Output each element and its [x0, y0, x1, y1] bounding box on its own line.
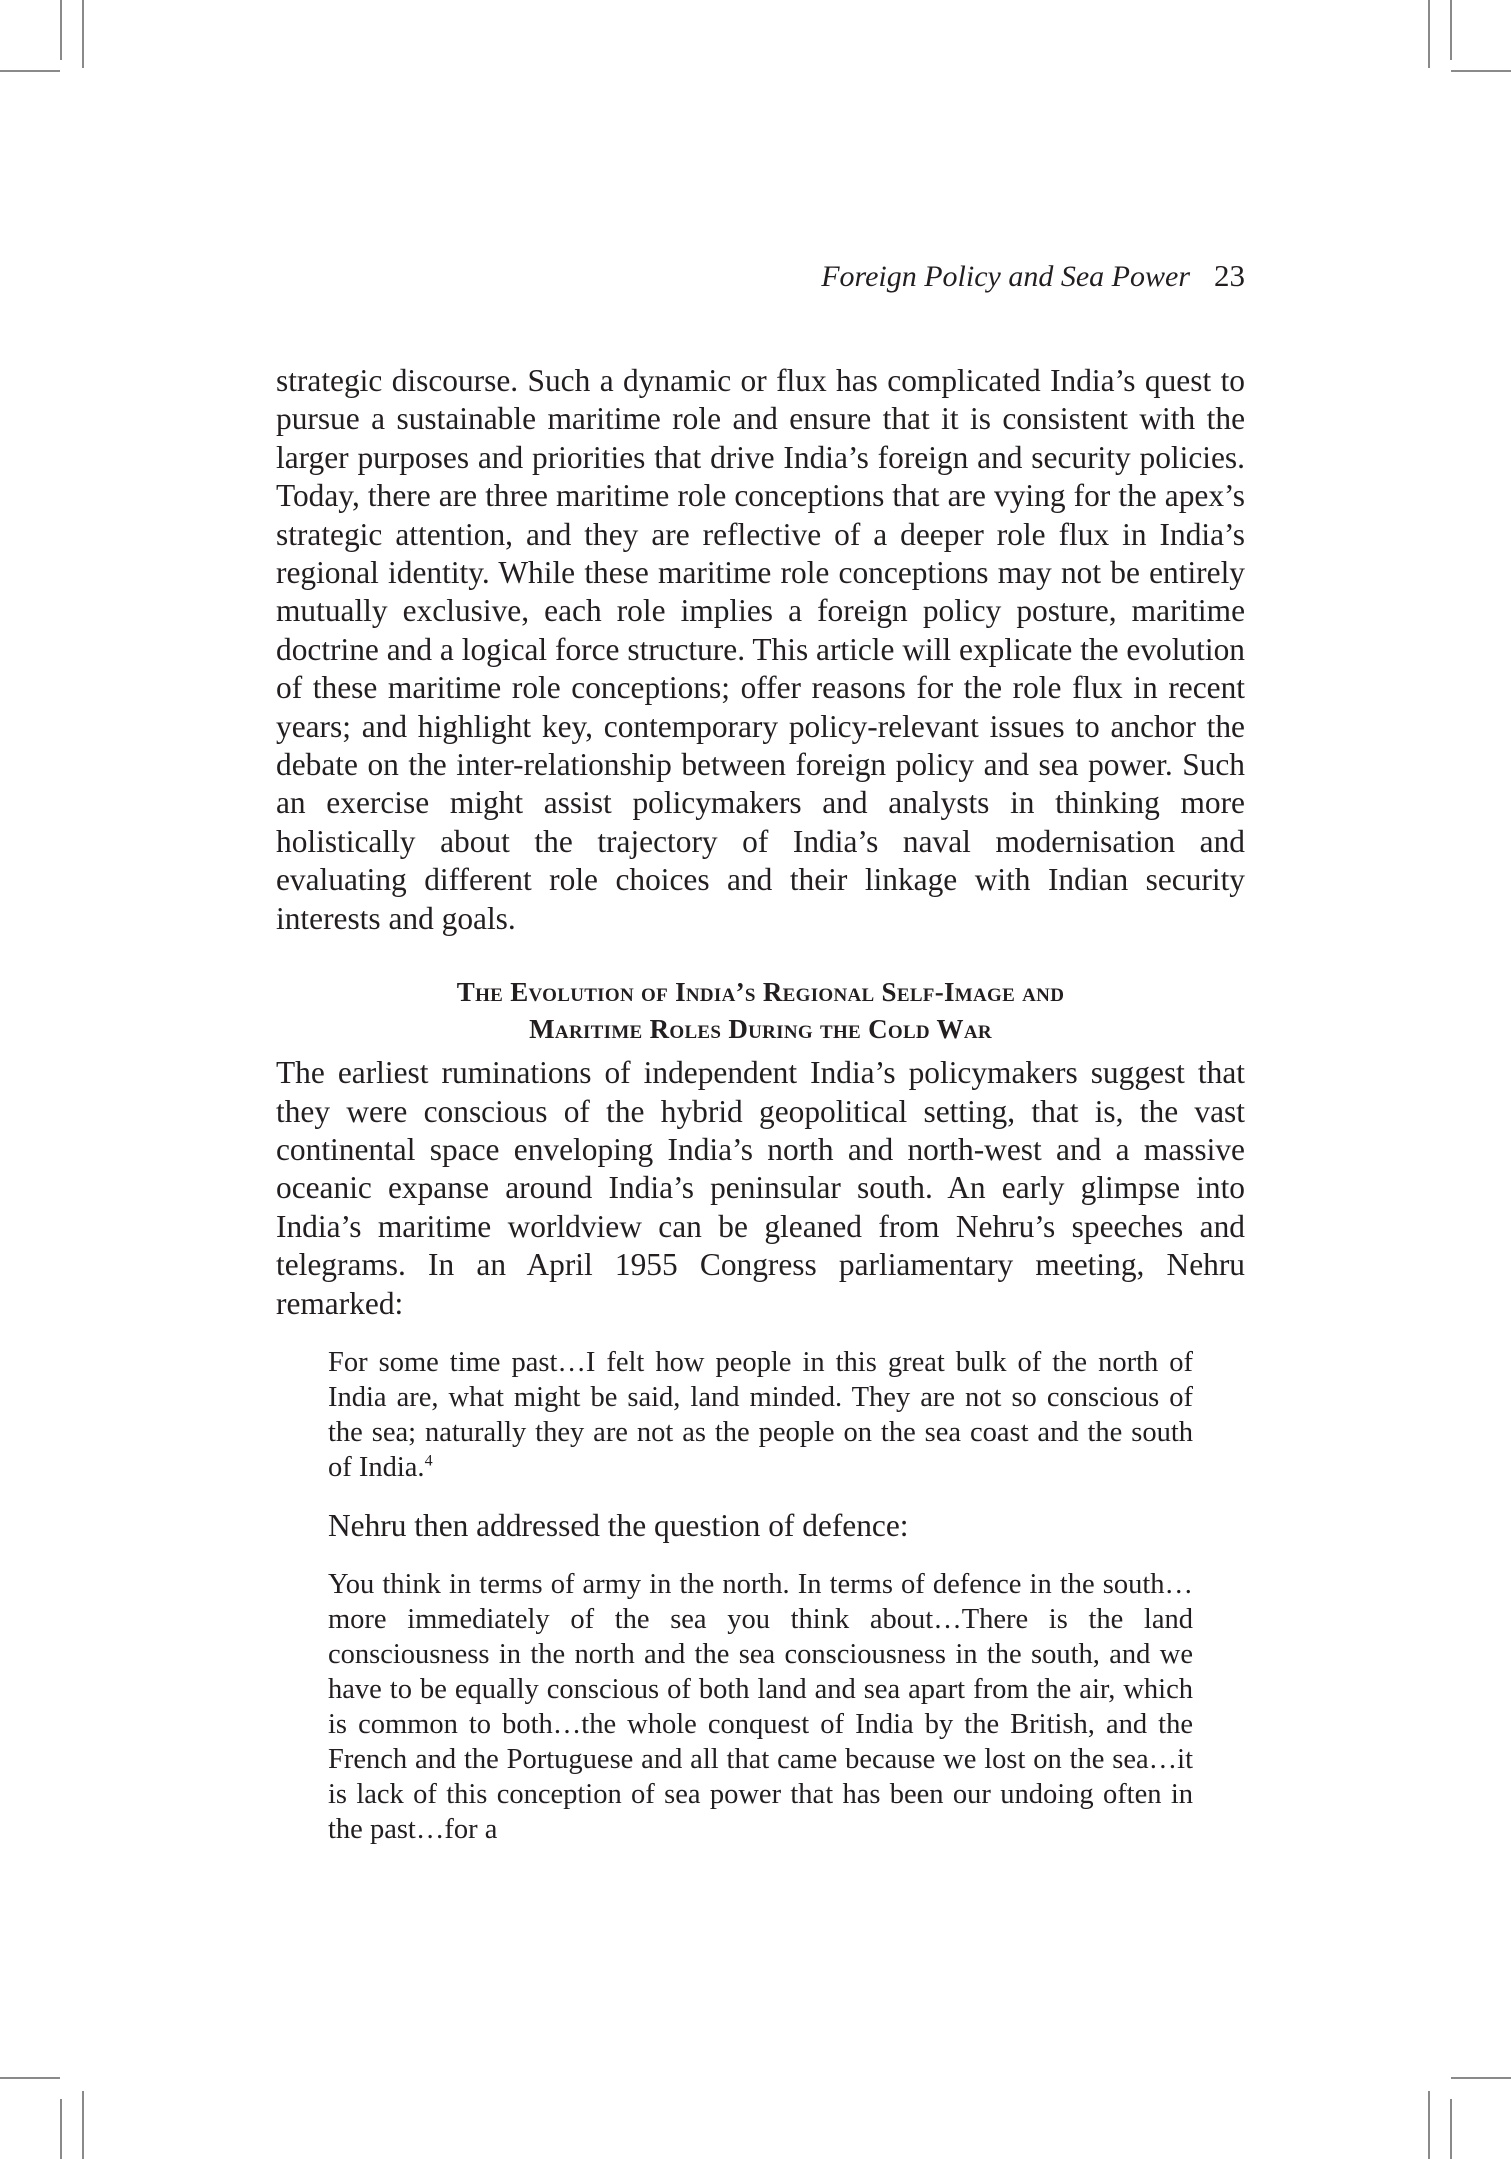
block-quote-1	[328, 1345, 1193, 1485]
crop-mark-top-right-h	[1451, 70, 1511, 72]
crop-mark-bottom-left-v2	[82, 2091, 84, 2159]
crop-mark-bottom-left-h	[0, 2077, 60, 2079]
crop-mark-bottom-right-v1	[1428, 2091, 1430, 2159]
body-paragraph-1: strategic discourse. Such a dynamic or flux has complicated India’s quest to pursue a sustainable maritime role and ensure that it is consistent with the larger purposes and priorities that drive India’s foreign and security policies. Today, there are three maritime role conceptions that are vying for the apex’s strategic attention, and they are reflective of a deeper role flux in India’s regional identity. While these maritime role conceptions may not be entirely mutually exclusive, each role implies a foreign policy posture, maritime doctrine and a logical force structure. This article will explicate the evolution of these maritime role conceptions; offer reasons for the role flux in recent years; and highlight key, contemporary policy-relevant issues to anchor the debate on the inter-relationship between foreign policy and sea power. Such an exercise might assist policymakers and analysts in thinking more holistically about the trajectory of India’s naval modernisation and evaluating different role choices and their linkage with Indian security interests and goals.	[276, 363, 1245, 936]
crop-mark-bottom-left-v1	[60, 2099, 62, 2159]
body-paragraph-2: The earliest ruminations of independent India’s policymakers suggest that they were conscious of the hybrid geopolitical setting, that is, the vast continental space enveloping India’s north and north-west and a massive oceanic expanse around India’s peninsular south. An early glimpse into India’s maritime worldview can be gleaned from Nehru’s speeches and telegrams. In an April 1955 Congress parliamentary meeting, Nehru remarked:	[276, 1055, 1245, 1321]
crop-mark-bottom-right-v2	[1450, 2099, 1452, 2159]
section-heading	[276, 974, 1245, 1048]
crop-mark-top-right-v1	[1428, 0, 1430, 68]
footnote-reference: 4	[424, 1452, 433, 1470]
crop-mark-top-left-v1	[60, 0, 62, 60]
block-quote-1-text: For some time past…I felt how people in this great bulk of the north of India are, what might be said, land minded. They are not so conscious of the sea; naturally they are not as the people on the sea coast and the south of India.	[328, 1346, 1193, 1483]
crop-mark-top-left-h	[0, 70, 60, 72]
page-number: 23	[1214, 258, 1245, 293]
running-header	[0, 256, 1245, 297]
page-body	[276, 362, 1245, 1847]
section-heading-line-2: Maritime Roles During the Cold War	[529, 1014, 992, 1045]
crop-mark-bottom-right-h	[1451, 2077, 1511, 2079]
body-resume-line: Nehru then addressed the question of defence:	[328, 1507, 909, 1543]
crop-mark-top-right-v2	[1450, 0, 1452, 60]
crop-mark-top-left-v2	[82, 0, 84, 68]
running-title: Foreign Policy and Sea Power	[821, 260, 1190, 293]
block-quote-2: You think in terms of army in the north. In terms of defence in the south…more immediately of the sea you think about…There is the land consciousness in the north and the sea consciousness in the south, and we have to be equally conscious of both land and sea apart from the air, which is common to both…the whole conquest of India by the British, and the French and the Portuguese and all that came because we lost on the sea…it is lack of this conception of sea power that has been our undoing often in the past…for a	[328, 1568, 1193, 1845]
section-heading-line-1: The Evolution of India’s Regional Self-Image and	[456, 977, 1065, 1008]
